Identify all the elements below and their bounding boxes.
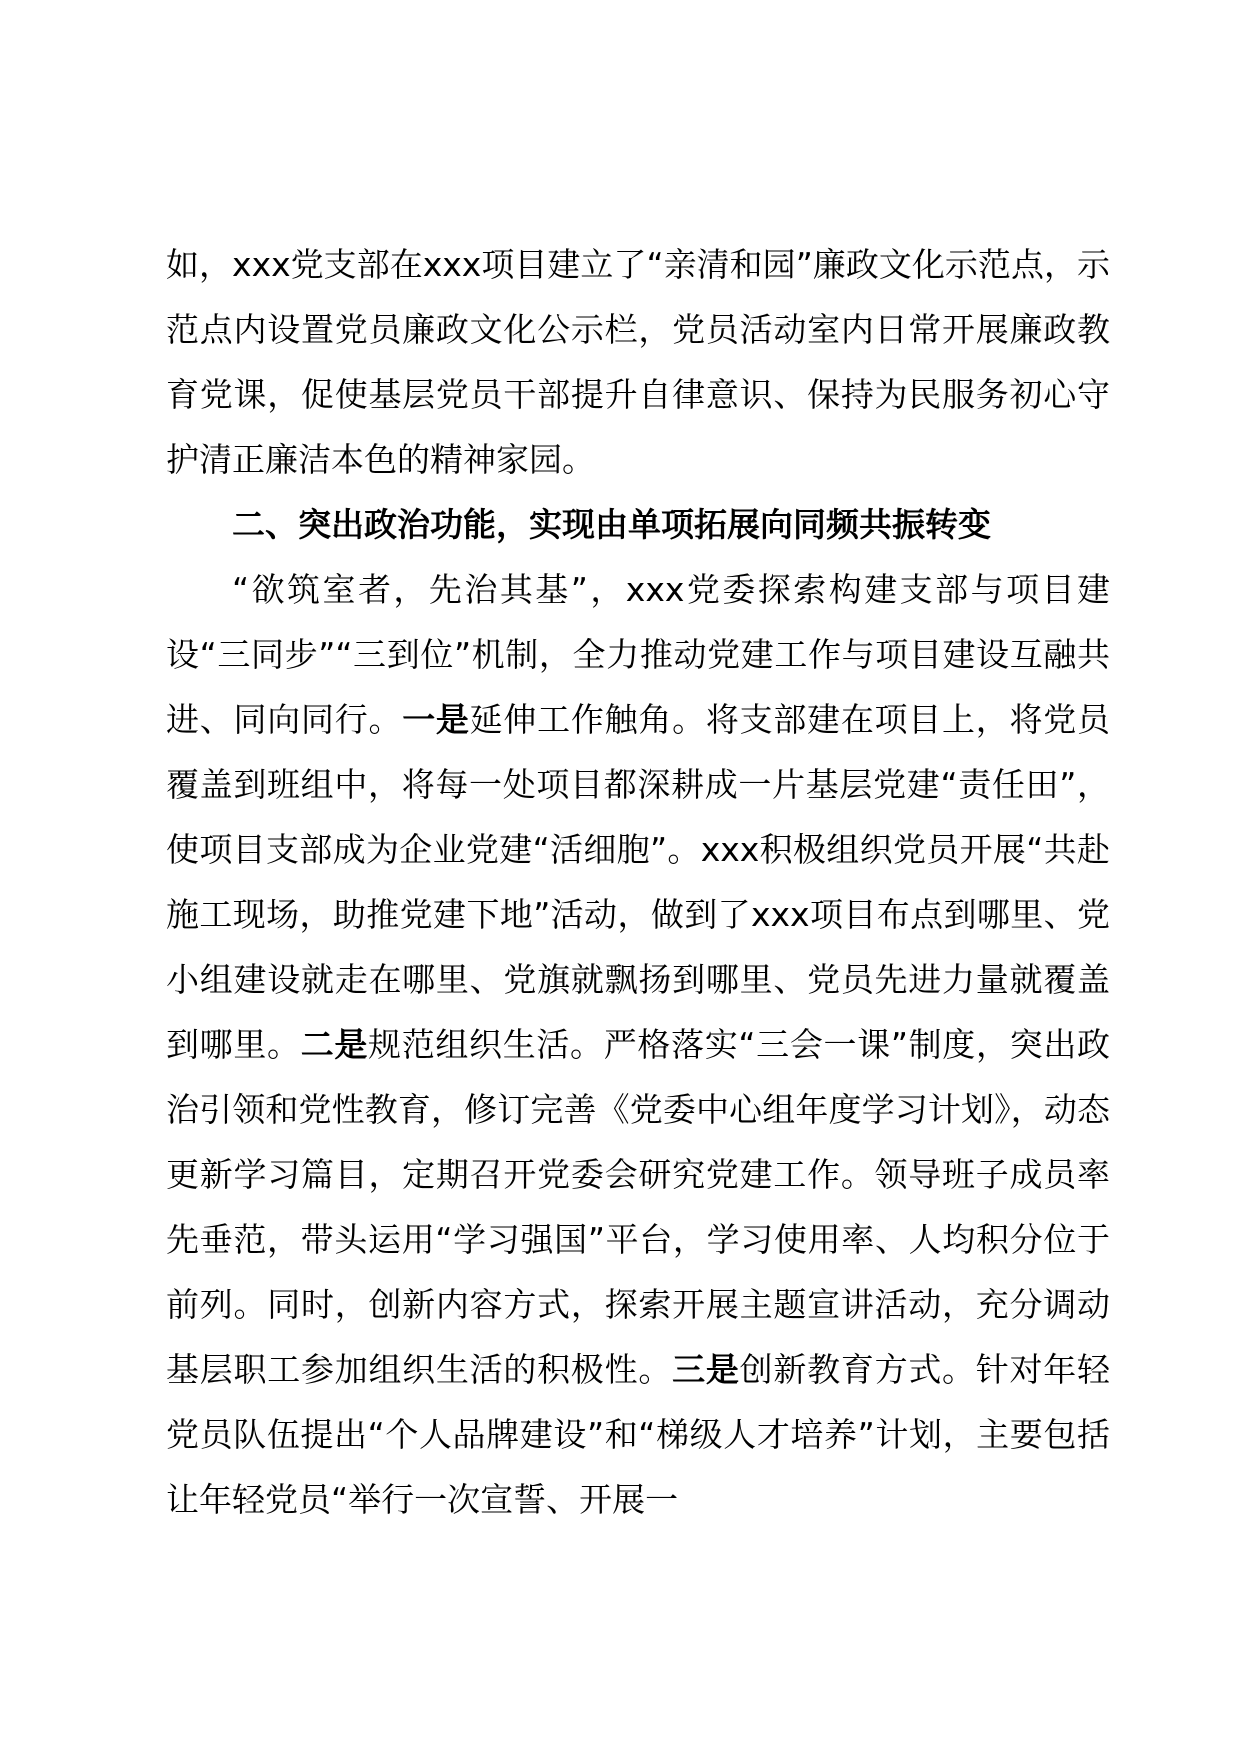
point-two-label: 二是 <box>300 1025 369 1064</box>
section-heading: 二、突出政治功能，实现由单项拓展向同频共振转变 <box>232 505 991 544</box>
point-three-label: 三是 <box>672 1350 740 1389</box>
point-one-label: 一是 <box>402 700 470 739</box>
point-two-text: 规范组织生活。严格落实“三会一课”制度，突出政治引领和党性教育，修订完善《党委中心组年度学习计划》，动态更新学习篇目，定期召开党委会研究党建工作。领导班子成员率先垂范，带头运用“学习强国”平台，学习使用率、人均积分位于前列。同时，创新内容方式，探索开展主题宣讲活动，充分调动基层职工参加组织生活的积极性。 <box>166 1025 1110 1389</box>
document-body <box>166 232 1110 1532</box>
paragraph-section-two <box>166 557 1110 1532</box>
point-three-text: 创新教育方式。针对年轻党员队伍提出“个人品牌建设”和“梯级人才培养”计划，主要包括让年轻党员“举行一次宣誓、开展一 <box>166 1350 1111 1519</box>
paragraph-intro: “欲筑室者，先治其基”，xxx党委探索构建支部与项目建设“三同步”“三到位”机制，全力推动党建工作与项目建设互融共进、同向同行。 <box>166 570 1110 739</box>
point-one-text: 延伸工作触角。将支部建在项目上，将党员覆盖到班组中，将每一处项目都深耕成一片基层党建“责任田”，使项目支部成为企业党建“活细胞”。xxx积极组织党员开展“共赴施工现场，助推党建下地”活动，做到了xxx项目布点到哪里、党小组建设就走在哪里、党旗就飘扬到哪里、党员先进力量就覆盖到哪里。 <box>166 700 1111 1064</box>
paragraph-continuation: 如，xxx党支部在xxx项目建立了“亲清和园”廉政文化示范点，示范点内设置党员廉政文化公示栏，党员活动室内日常开展廉政教育党课，促使基层党员干部提升自律意识、保持为民服务初心守护清正廉洁本色的精神家园。 <box>166 245 1110 479</box>
